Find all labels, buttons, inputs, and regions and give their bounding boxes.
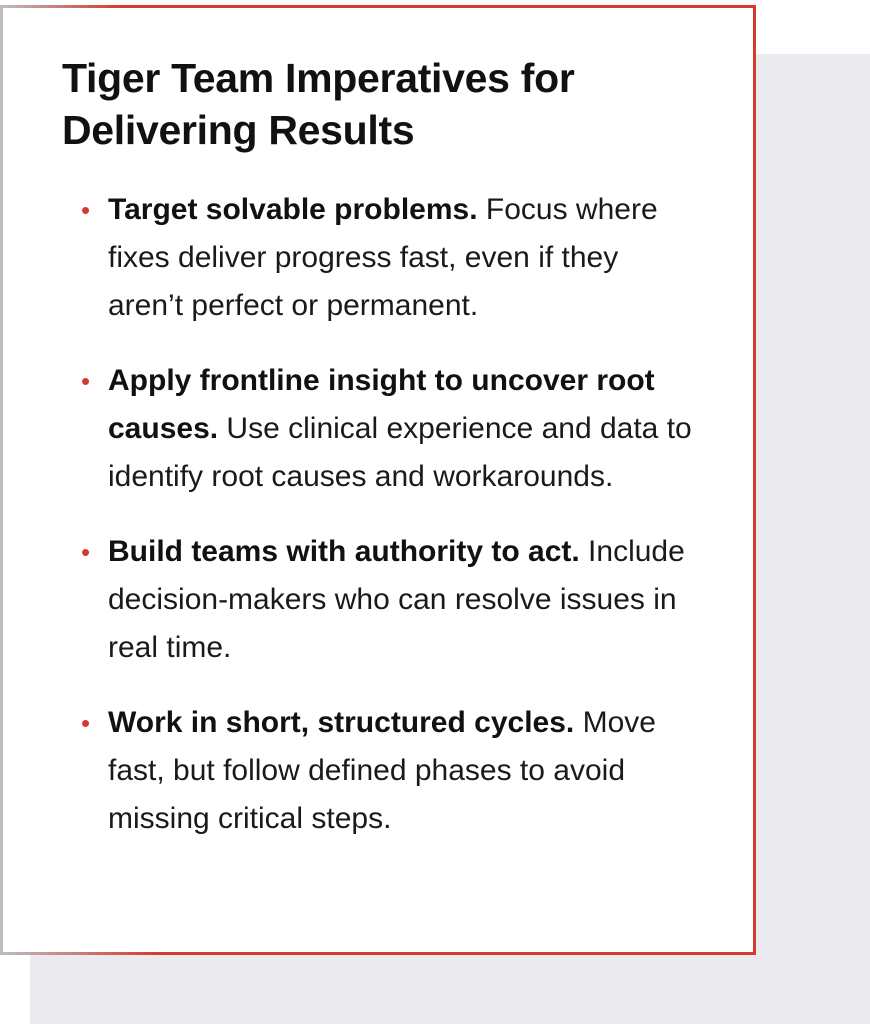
imperatives-list bbox=[81, 186, 701, 870]
sidebar-card bbox=[0, 5, 756, 955]
item-description: Move fast, but follow defined phases to avoid missing critical steps. bbox=[108, 706, 656, 835]
item-heading: Work in short, structured cycles. bbox=[108, 706, 575, 739]
list-item bbox=[81, 357, 701, 501]
card-border-fade-bottom bbox=[0, 952, 160, 955]
item-description: Include decision-makers who can resolve issues in real time. bbox=[108, 535, 685, 664]
item-description: Focus where fixes deliver progress fast, even if they aren’t perfect or permanent. bbox=[108, 193, 658, 322]
bullet-icon: • bbox=[81, 195, 91, 225]
item-heading: Build teams with authority to act. bbox=[108, 535, 580, 568]
bullet-icon: • bbox=[81, 708, 91, 738]
card-border-fade-top bbox=[0, 5, 120, 8]
bullet-icon: • bbox=[81, 366, 91, 396]
list-item bbox=[81, 186, 701, 330]
list-item bbox=[81, 699, 701, 843]
card-title: Tiger Team Imperatives for Delivering Results bbox=[62, 55, 575, 153]
list-item bbox=[81, 528, 701, 672]
item-description: Use clinical experience and data to identify root causes and workarounds. bbox=[108, 412, 692, 493]
item-heading: Apply frontline insight to uncover root causes. bbox=[108, 364, 655, 445]
item-heading: Target solvable problems. bbox=[108, 193, 478, 226]
bullet-icon: • bbox=[81, 537, 91, 567]
